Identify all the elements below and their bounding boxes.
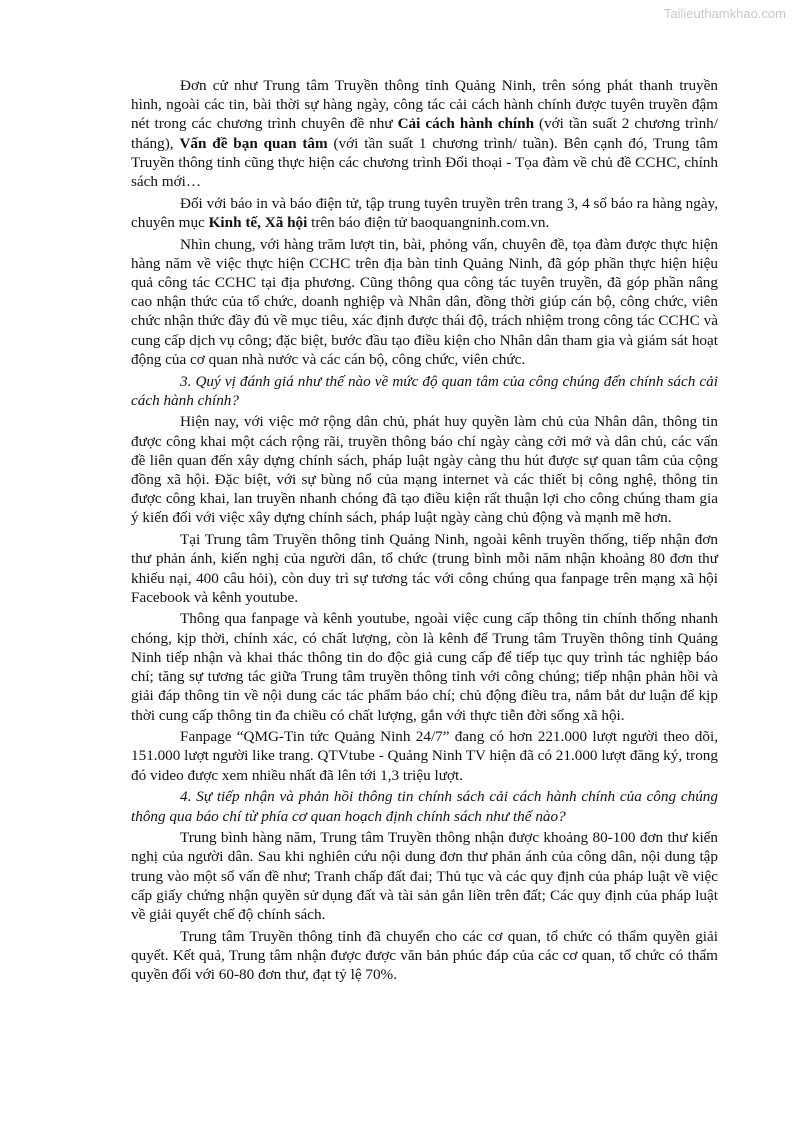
paragraph-2: Đối với báo in và báo điện tử, tập trung tuyên truyền trên trang 3, 4 số báo ra hàng ngày, chuyên mục Kinh tế, Xã hội trên báo điện tử baoquangninh.com.vn. [131,194,718,231]
paragraph-3: Nhìn chung, với hàng trăm lượt tin, bài, phỏng vấn, chuyên đề, tọa đàm được thực hiện hàng năm về việc thực hiện CCHC trên địa bàn tỉnh Quảng Ninh, đã góp phần thực hiện hiệu quả công tác CCHC tại địa phương. Cũng thông qua công tác tuyên truyền, đã góp phần nâng cao nhận thức của tổ chức, doanh nghiệp và Nhân dân, đồng thời giúp cán bộ, công chức, viên chức nhận thức đầy đủ về mục tiêu, xác định được thái độ, trách nhiệm trong công tác CCHC và cung cấp dịch vụ công; đặc biệt, bước đầu tạo điều kiện cho Nhân dân tham gia và giám sát hoạt động của cơ quan nhà nước và các cán bộ, công chức, viên chức. [131,235,718,368]
watermark: Tailieuthamkhao.com [663,6,786,21]
paragraph-6: Thông qua fanpage và kênh youtube, ngoài việc cung cấp thông tin chính thống nhanh chóng, kịp thời, chính xác, có chất lượng, còn là kênh để Trung tâm Truyền thông tỉnh Quảng Ninh tiếp nhận và khai thác thông tin do độc giả cung cấp để tiếp tục quy trình tác nghiệp báo chí; tăng sự tương tác giữa Trung tâm truyền thông tỉnh với công chúng; tiếp nhận phản hồi và giải đáp thông tin về nội dung các tác phẩm báo chí; chủ động điều tra, nắm bắt dư luận để kịp thời cung cấp thông tin đa chiều có chất lượng, gắn với thực tiễn đời sống xã hội. [131,610,718,724]
paragraph-7: Fanpage “QMG-Tin tức Quảng Ninh 24/7” đang có hơn 221.000 lượt người theo dõi, 151.000 lượt người like trang. QTVtube - Quảng Ninh TV hiện đã có 21.000 lượt đăng ký, trong đó video được xem nhiều nhất đã lên tới 1,3 triệu lượt. [131,728,718,784]
paragraph-8: Trung bình hàng năm, Trung tâm Truyền thông nhận được khoảng 80-100 đơn thư kiến nghị của người dân. Sau khi nghiên cứu nội dung đơn thư phản ánh của công dân, nội dung tập trung vào một số vấn đề như; Tranh chấp đất đai; Thủ tục và các quy định của pháp luật về việc cấp giấy chứng nhận quyền sử dụng đất và tài sản gắn liền trên đất; Các quy định của pháp luật về giải quyết chế độ chính sách. [131,829,718,924]
paragraph-5: Tại Trung tâm Truyền thông tỉnh Quảng Ninh, ngoài kênh truyền thống, tiếp nhận đơn thư phản ánh, kiến nghị của người dân, tổ chức (trung bình mỗi năm nhận khoảng 80 đơn thư khiếu nại, 400 câu hỏi), còn duy trì sự tương tác với công chúng qua fanpage trên mạng xã hội Facebook và kênh youtube. [131,531,718,606]
document-body [131,76,718,987]
paragraph-1: Đơn cử như Trung tâm Truyền thông tỉnh Quảng Ninh, trên sóng phát thanh truyền hình, ngoài các tin, bài thời sự hàng ngày, công tác cải cách hành chính được tuyên truyền đậm nét trong các chương trình chuyên đề như Cải cách hành chính (với tần suất 2 chương trình/ tháng), Vấn đề bạn quan tâm (với tần suất 1 chương trình/ tuần). Bên cạnh đó, Trung tâm Truyền thông tỉnh cũng thực hiện các chương trình Đối thoại - Tọa đàm về chủ đề CCHC, chính sách mới… [131,77,719,191]
paragraph-9: Trung tâm Truyền thông tỉnh đã chuyển cho các cơ quan, tổ chức có thẩm quyền giải quyết. Kết quả, Trung tâm nhận được được văn bản phúc đáp của các cơ quan, tổ chức có thẩm quyền đối với 60-80 đơn thư, đạt tỷ lệ 70%. [131,927,718,984]
question-3: 3. Quý vị đánh giá như thế nào về mức độ quan tâm của công chúng đến chính sách cải cách hành chính? [131,372,718,409]
question-4: 4. Sự tiếp nhận và phản hồi thông tin chính sách cải cách hành chính của công chúng thông qua báo chí từ phía cơ quan hoạch định chính sách như thế nào? [131,788,718,825]
paragraph-4: Hiện nay, với việc mở rộng dân chủ, phát huy quyền làm chủ của Nhân dân, thông tin được công khai một cách rộng rãi, truyền thông báo chí ngày càng cởi mở và dân chủ, các vấn đề liên quan đến xây dựng chính sách, pháp luật ngày càng thu hút được sự quan tâm của cộng đồng xã hội. Đặc biệt, với sự bùng nổ của mạng internet và các thiết bị công nghệ, thông tin được công khai, lan truyền nhanh chóng đã tạo điều kiện rất thuận lợi cho công chúng tham gia ý kiến đối với việc xây dựng chính sách, pháp luật ngày càng chủ động và mạnh mẽ hơn. [131,413,718,527]
